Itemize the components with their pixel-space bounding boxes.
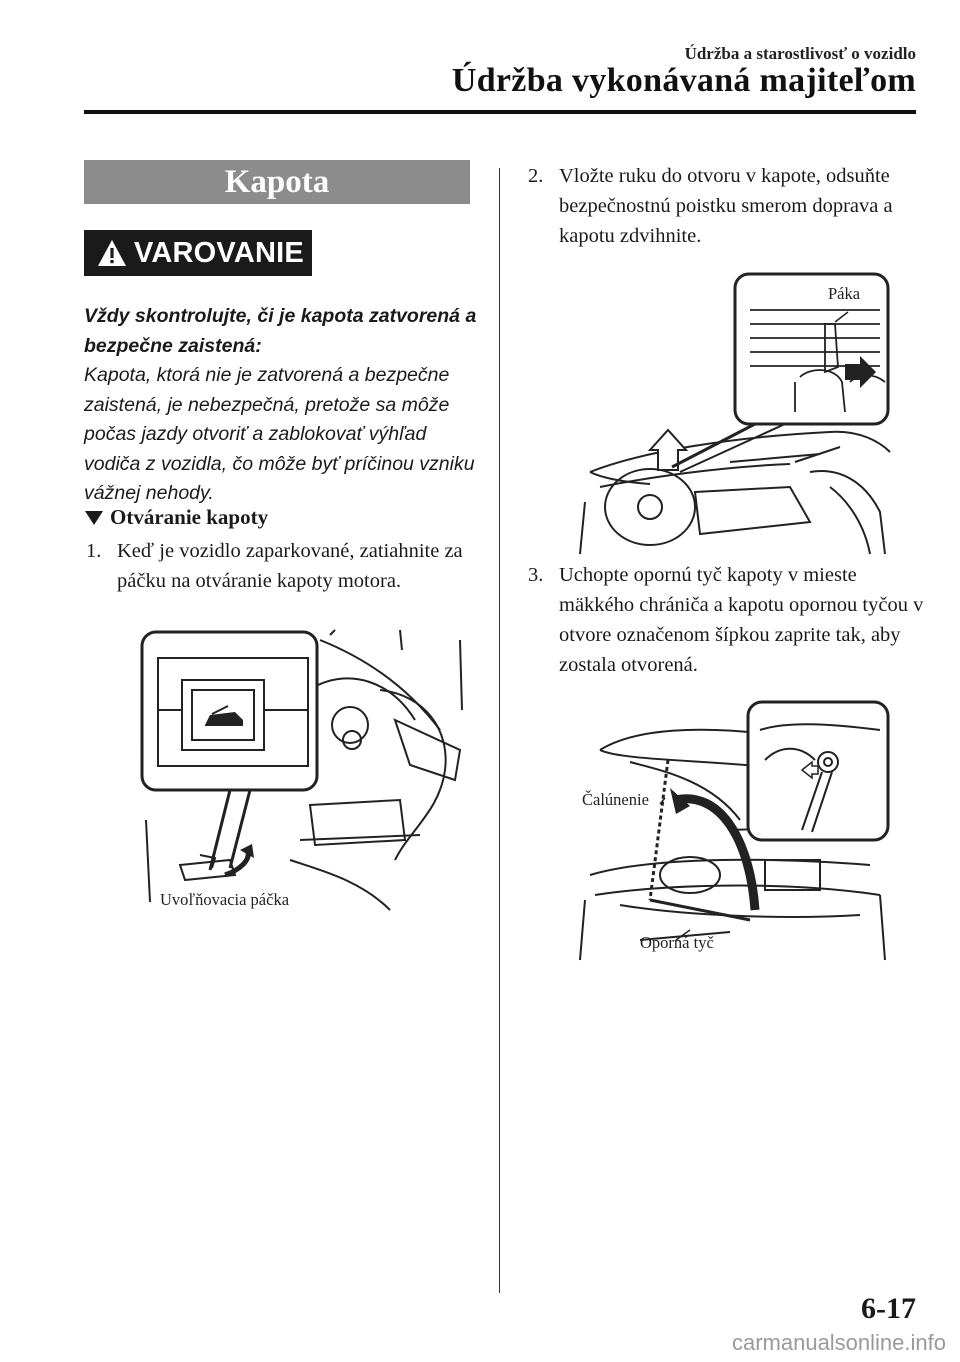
fig3-pad-label: Čalúnenie bbox=[582, 790, 649, 809]
column-divider bbox=[499, 168, 500, 1293]
hood-latch-illustration bbox=[580, 272, 890, 554]
subsection-heading bbox=[84, 505, 268, 530]
step-3 bbox=[528, 560, 928, 680]
warning-label: VAROVANIE bbox=[134, 236, 304, 269]
chapter-title: Údržba a starostlivosť o vozidlo bbox=[684, 44, 916, 63]
warning-text bbox=[84, 302, 484, 509]
warning-banner bbox=[84, 230, 312, 276]
fig1-release-lever-label: Uvoľňovacia páčka bbox=[160, 890, 290, 909]
step-1-number: 1. bbox=[86, 540, 102, 562]
warning-lead: Vždy skontrolujte, či je kapota zatvorená a bezpečne zaistená: bbox=[84, 305, 477, 357]
hood-support-rod-illustration bbox=[580, 700, 890, 960]
page-number: 6-17 bbox=[861, 1292, 916, 1325]
subsection-title: Otváranie kapoty bbox=[110, 505, 269, 529]
warning-body: Kapota, ktorá nie je zatvorená a bezpečne zaistená, je nebezpečná, pretože sa môže počas jazdy otvoriť a zablokovať výhľad vodiča z vozidla, čo môže byť príčinou vzniku vážnej nehody. bbox=[84, 364, 475, 504]
step-2-text: Vložte ruku do otvoru v kapote, odsuňte bezpečnostnú poistku smerom doprava a kapotu zdvihnite. bbox=[559, 165, 893, 247]
watermark-link[interactable]: carmanualsonline.info bbox=[731, 1330, 946, 1355]
step-1-text: Keď je vozidlo zaparkované, zatiahnite za páčku na otváranie kapoty motora. bbox=[117, 540, 463, 592]
step-1 bbox=[86, 536, 486, 596]
section-title-bar: Kapota bbox=[84, 160, 470, 204]
warning-triangle-icon bbox=[96, 238, 128, 268]
section-header-title: Údržba vykonávaná majiteľom bbox=[451, 62, 916, 99]
step-3-text: Uchopte opornú tyč kapoty v mieste mäkkého chrániča a kapotu opornou tyčou v otvore označenom šípkou zaprite tak, aby zostala otvorená. bbox=[559, 564, 924, 676]
header-rule bbox=[84, 110, 916, 114]
step-2-number: 2. bbox=[528, 165, 544, 187]
fig2-lever-label: Páka bbox=[828, 284, 861, 303]
step-2 bbox=[528, 161, 928, 251]
step-3-number: 3. bbox=[528, 564, 544, 586]
fig3-rod-label: Oporná tyč bbox=[640, 933, 714, 952]
triangle-down-icon bbox=[84, 510, 104, 526]
hood-release-lever-illustration bbox=[140, 630, 470, 915]
